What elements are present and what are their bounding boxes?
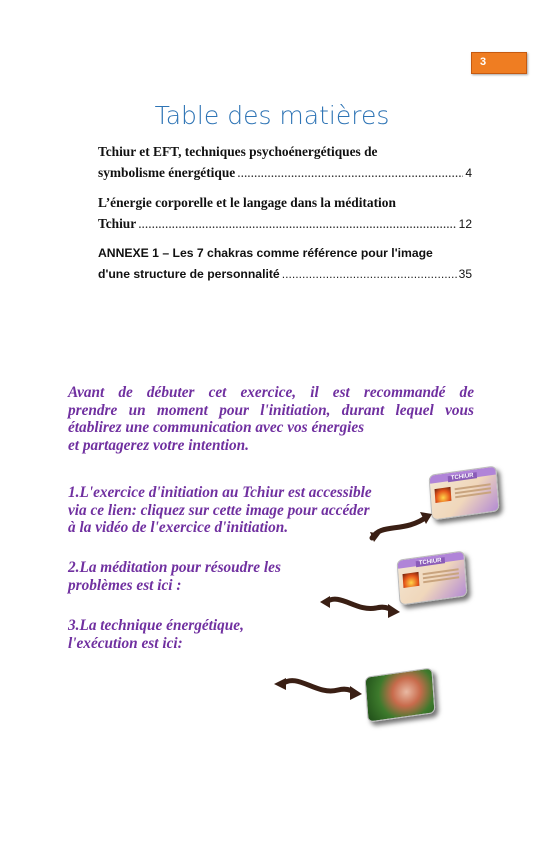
- toc-leader-dots: [138, 213, 456, 234]
- intro-paragraph: Avant de débuter cet exercice, il est recommandé de prendre un moment pour l'initiation, durant lequel vous établirez une communication avec vos énergies et partagerez votre intention.: [68, 384, 474, 454]
- curved-arrow-icon: [272, 672, 364, 702]
- toc-entry-line2: symbolisme énergétique ..... 4: [98, 162, 472, 184]
- tchiur-logo: TCHIUR: [448, 472, 477, 482]
- tchiur-logo: TCHIUR: [416, 557, 445, 567]
- curved-arrow-icon: [368, 508, 434, 544]
- toc-entry-2[interactable]: [98, 192, 472, 235]
- page-number: 3: [480, 56, 487, 68]
- toc-entry-line2: d'une structure de personnalité ..... 35: [98, 264, 472, 285]
- toc-entry-line1: Tchiur et EFT, techniques psychoénergétiques de: [98, 144, 378, 159]
- toc-leader-dots: [237, 162, 463, 183]
- toc-entry-line2: Tchiur ..... 12: [98, 213, 472, 235]
- initiation-video-thumbnail[interactable]: [428, 465, 499, 520]
- meditation-link-text: 2.La méditation pour résoudre les problèmes est ici :: [68, 559, 281, 594]
- toc-title: Table des matières: [154, 101, 390, 130]
- toc-entry-3[interactable]: [98, 243, 472, 285]
- curved-arrow-icon: [318, 590, 402, 620]
- page-number-badge: [471, 52, 527, 74]
- toc-page-number: 35: [458, 267, 472, 281]
- toc-leader-dots: [282, 264, 457, 285]
- technique-link-text: 3.La technique énergétique, l'exécution est ici:: [68, 617, 244, 652]
- toc-page-number: 4: [465, 166, 472, 180]
- fire-image: [403, 572, 420, 588]
- toc-entry-line1: ANNEXE 1 – Les 7 chakras comme référence pour l'image: [98, 246, 433, 260]
- meditation-video-thumbnail[interactable]: [396, 550, 467, 605]
- toc-entry-line1: L’énergie corporelle et le langage dans la méditation: [98, 195, 396, 210]
- toc-page-number: 12: [458, 217, 472, 231]
- toc-entry-1[interactable]: [98, 141, 472, 184]
- initiation-link-text: 1.L'exercice d'initiation au Tchiur est accessible via ce lien: cliquez sur cette image pour accéder à la vidéo de l'exercice d'initiation.: [68, 484, 372, 537]
- technique-video-thumbnail[interactable]: [364, 667, 435, 722]
- fire-image: [435, 487, 452, 503]
- table-of-contents: [98, 141, 472, 293]
